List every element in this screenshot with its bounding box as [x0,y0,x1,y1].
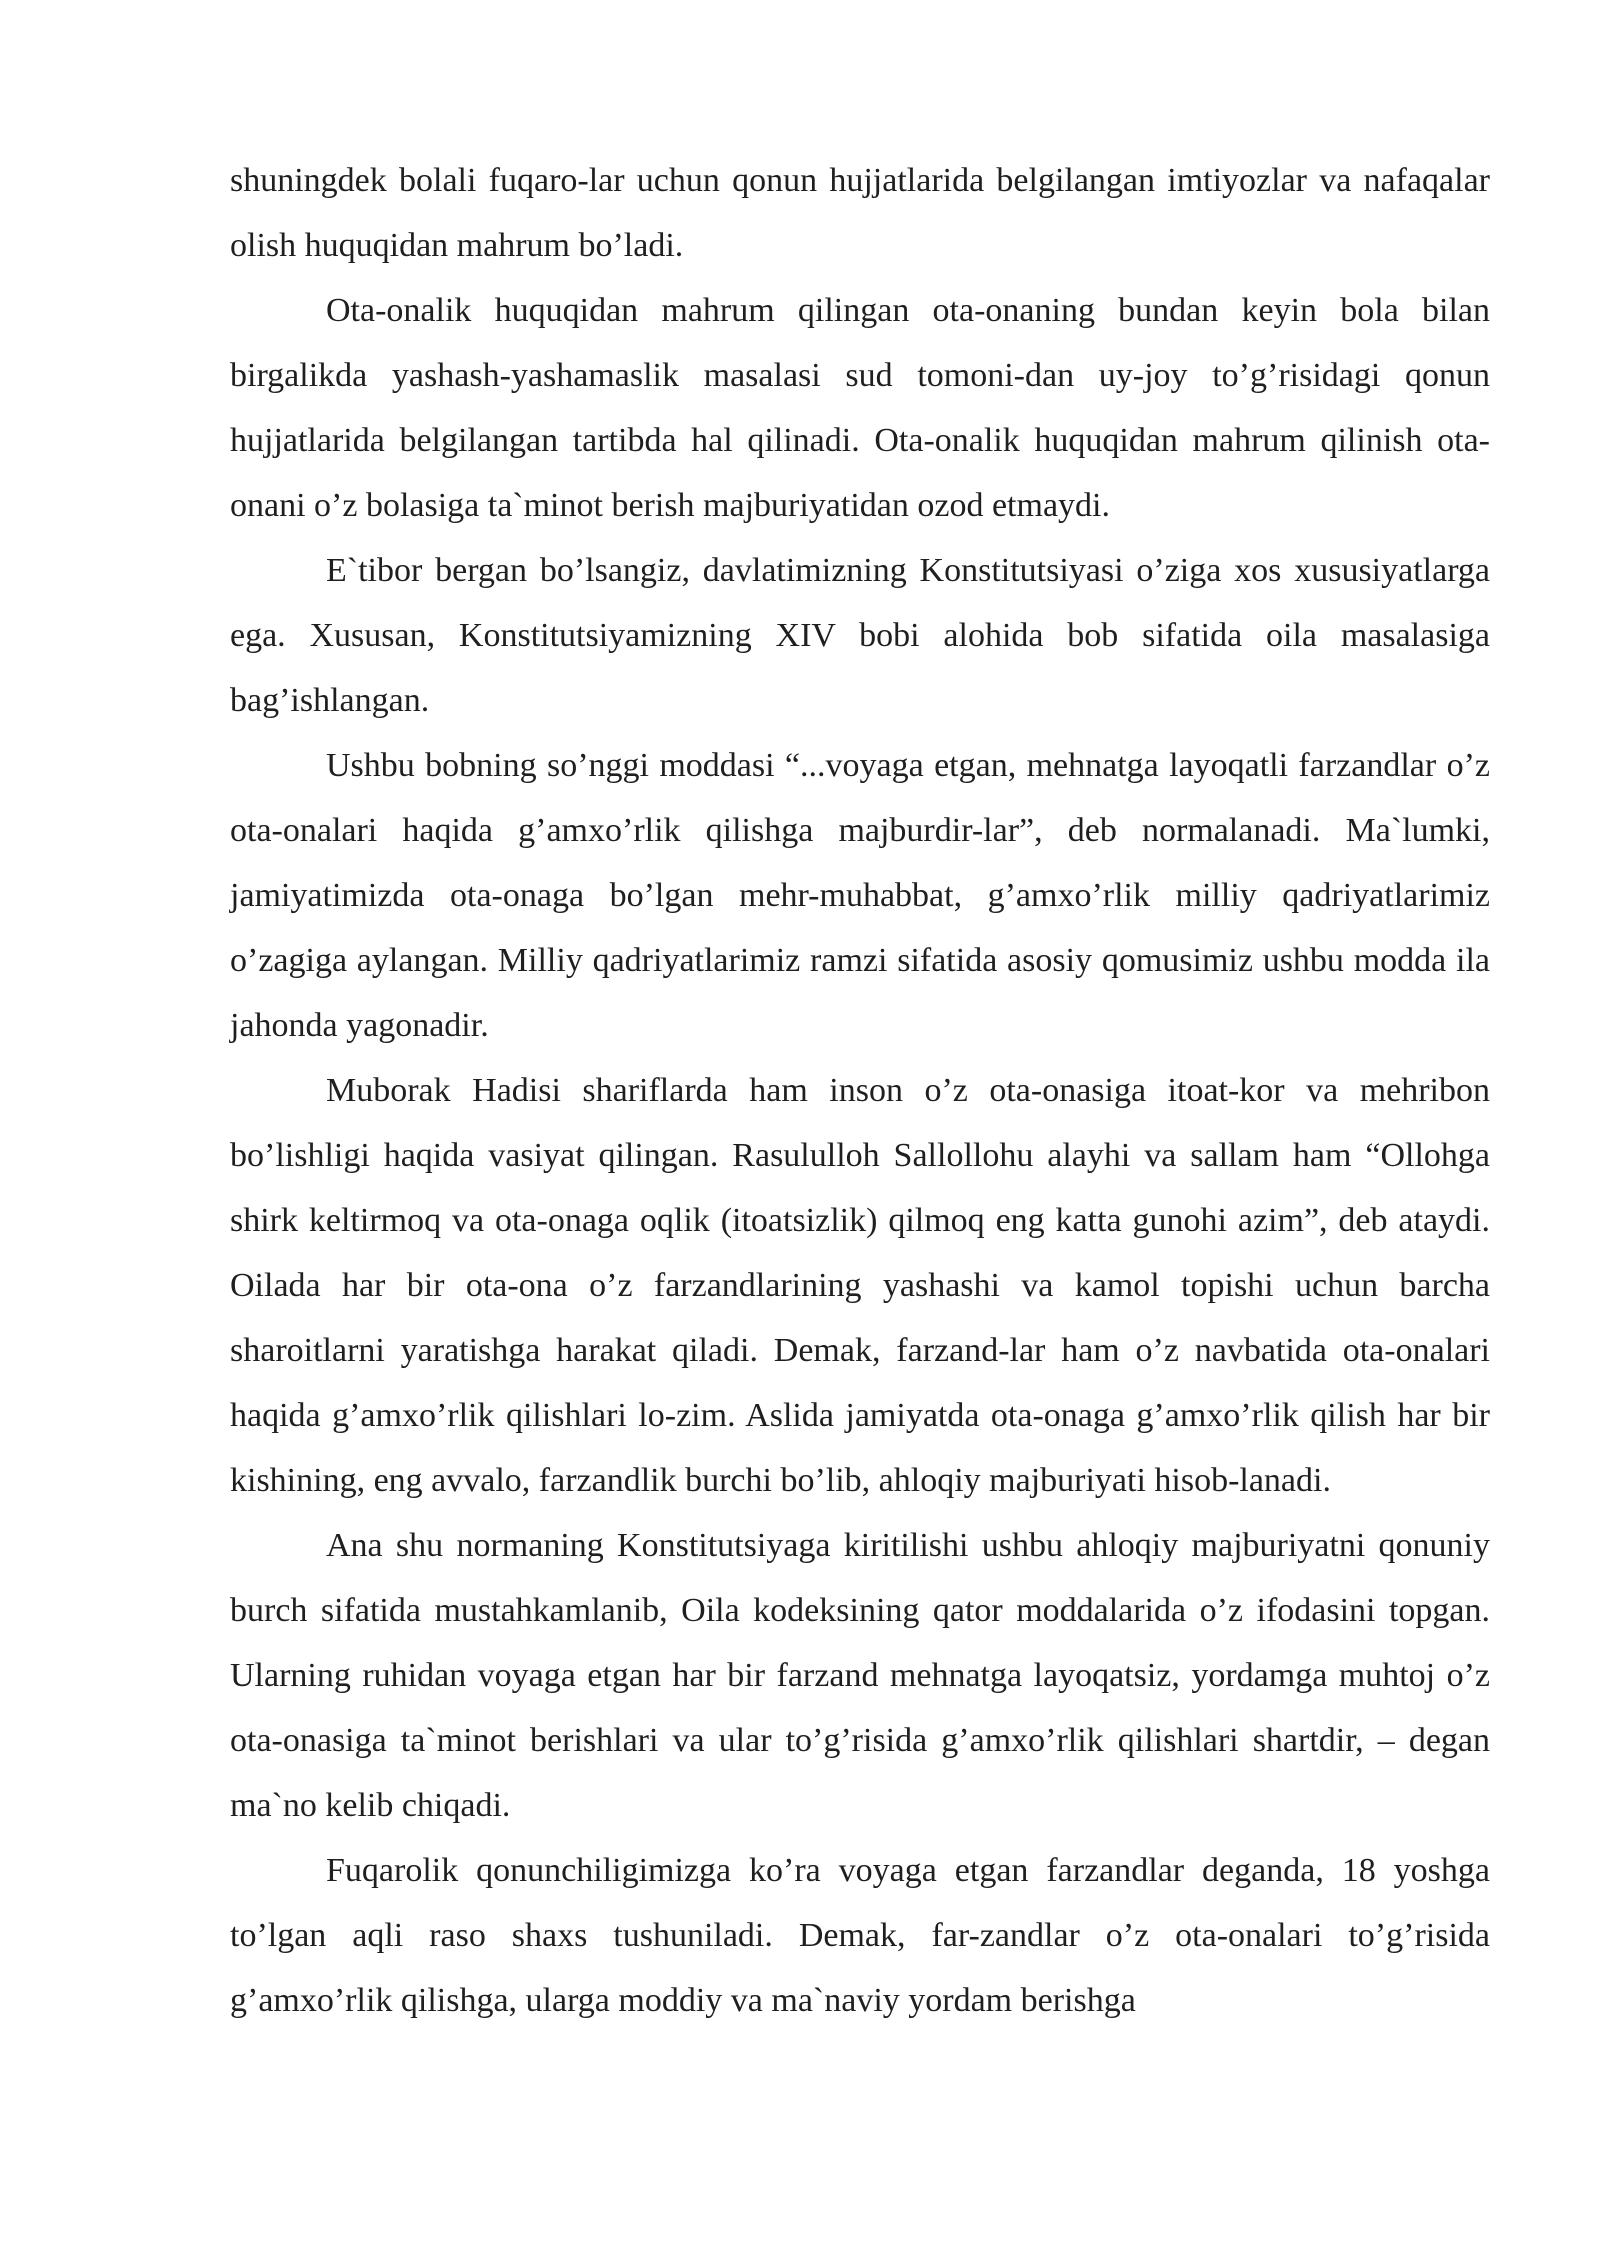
paragraph: Ana shu normaning Konstitutsiyaga kiritilishi ushbu ahloqiy majburiyatni qonuniy burch sifatida mustahkamlanib, Oila kodeksining qator moddalarida o’z ifodasini topgan. Ularning ruhidan voyaga etgan har bir farzand mehnatga layoqatsiz, yordamga muhtoj o’z ota-onasiga ta`minot berishlari va ular to’g’risida g’amxo’rlik qilishlari shartdir, – degan ma`no kelib chiqadi. [230,1527,1490,1824]
paragraph: Ushbu bobning so’nggi moddasi “...voyaga etgan, mehnatga layoqatli farzandlar o’z ota-onalari haqida g’amxo’rlik qilishga majburdir-lar”, deb normalanadi. Ma`lumki, jamiyatimizda ota-onaga bo’lgan mehr-muhabbat, g’amxo’rlik milliy qadriyatlarimiz o’zagiga aylangan. Milliy qadriyatlarimiz ramzi sifatida asosiy qomusimiz ushbu modda ila jahonda yagonadir. [230,747,1490,1044]
paragraph-continuation: shuningdek bolali fuqaro-lar uchun qonun hujjatlarida belgilangan imtiyozlar va nafaqalar olish huquqidan mahrum bo’ladi. [230,162,1490,264]
paragraph: Ota-onalik huquqidan mahrum qilingan ota-onaning bundan keyin bola bilan birgalikda yashash-yashamaslik masalasi sud tomoni-dan uy-joy to’g’risidagi qonun hujjatlarida belgilangan tartibda hal qilinadi. Ota-onalik huquqidan mahrum qilinish ota-onani o’z bolasiga ta`minot berish majburiyatidan ozod etmaydi. [230,292,1490,524]
body-text [230,148,1490,2033]
paragraph: E`tibor bergan bo’lsangiz, davlatimizning Konstitutsiyasi o’ziga xos xususiyatlarga ega. Xususan, Konstitutsiyamizning XIV bobi alohida bob sifatida oila masalasiga bag’ishlangan. [230,552,1490,719]
paragraph: Muborak Hadisi shariflarda ham inson o’z ota-onasiga itoat-kor va mehribon bo’lishligi haqida vasiyat qilingan. Rasululloh Sallollohu alayhi va sallam ham “Ollohga shirk keltirmoq va ota-onaga oqlik (itoatsizlik) qilmoq eng katta gunohi azim”, deb ataydi. Oilada har bir ota-ona o’z farzandlarining yashashi va kamol topishi uchun barcha sharoitlarni yaratishga harakat qiladi. Demak, farzand-lar ham o’z navbatida ota-onalari haqida g’amxo’rlik qilishlari lo-zim. Aslida jamiyatda ota-onaga g’amxo’rlik qilish har bir kishining, eng avvalo, farzandlik burchi bo’lib, ahloqiy majburiyati hisob-lanadi. [230,1072,1490,1499]
paragraph: Fuqarolik qonunchiligimizga ko’ra voyaga etgan farzandlar deganda, 18 yoshga to’lgan aqli raso shaxs tushuniladi. Demak, far-zandlar o’z ota-onalari to’g’risida g’amxo’rlik qilishga, ularga moddiy va ma`naviy yordam berishga [230,1852,1490,2019]
